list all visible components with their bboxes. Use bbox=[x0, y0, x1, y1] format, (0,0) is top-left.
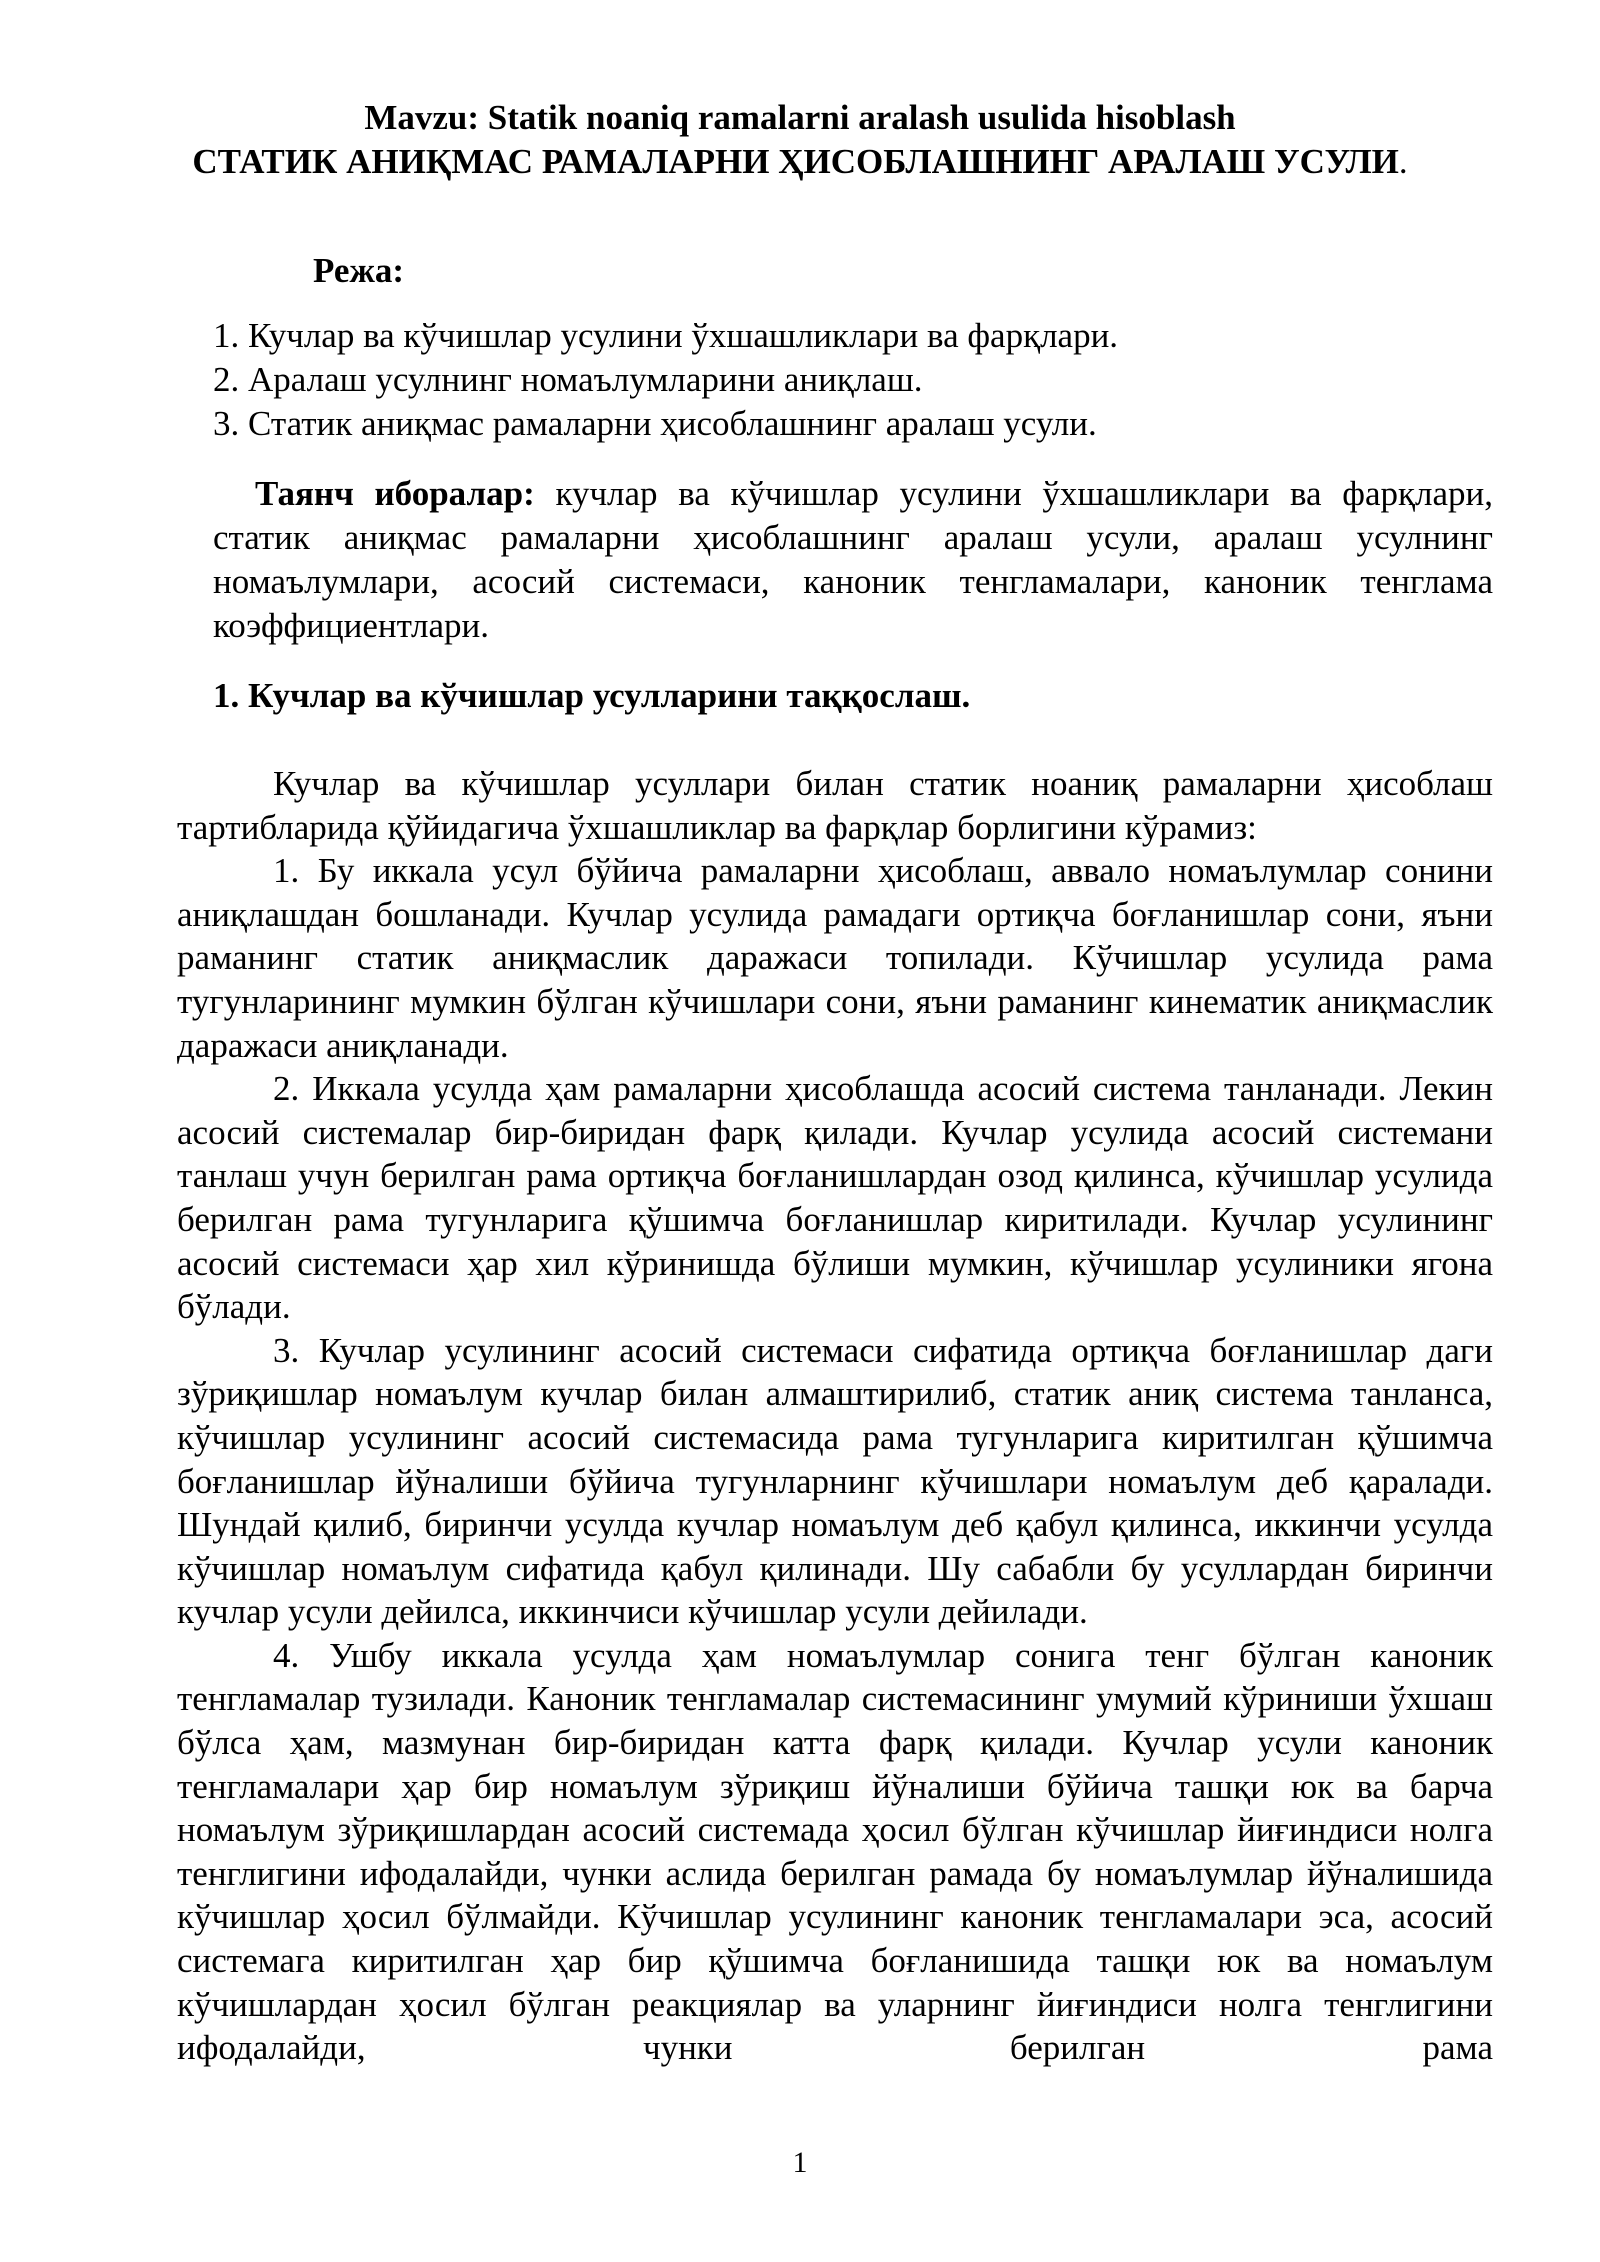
body-paragraph: 3. Кучлар усулининг асосий системаси сифатида ортиқча боғланишлар даги зўриқишлар номаълум кучлар билан алмаштирилиб, статик аниқ система танланса, кўчишлар усулининг асосий системасида рама тугунларига киритилган қўшимча боғланишлар йўналиши бўйича тугунларнинг кўчишлари номаълум деб қаралади. Шундай қилиб, биринчи усулда кучлар номаълум деб қабул қилинса, иккинчи усулда кўчишлар номаълум сифатида қабул қилинади. Шу сабабли бу усуллардан биринчи кучлар усули дейилса, иккинчиси кўчишлар усули дейилади. bbox=[177, 1330, 1493, 1632]
keywords-paragraph bbox=[213, 472, 1493, 648]
title-cyrillic bbox=[180, 140, 1420, 184]
keywords-text: кучлар ва кўчишлар усулини ўхшашликлари ва фарқлари, статик аниқмас рамаларни ҳисоблашнинг аралаш усули, аралаш усулнинг номаълумлари, асосий системаси, каноник тенгламалари, каноник тенглама коэффициентлари. bbox=[213, 474, 1493, 645]
title-cyrillic-text: СТАТИК АНИҚМАС РАМАЛАРНИ ҲИСОБЛАШНИНГ АРАЛАШ УСУЛИ bbox=[192, 142, 1399, 181]
section-heading: 1. Кучлар ва кўчишлар усулларини таққослаш. bbox=[213, 676, 971, 715]
plan-heading: Режа: bbox=[313, 251, 404, 290]
body-paragraph: Кучлар ва кўчишлар усуллари билан статик ноаниқ рамаларни ҳисоблаш тартибларида қўйидагича ўхшашликлар ва фарқлар борлигини кўрамиз: bbox=[177, 764, 1493, 847]
title-latin: Mavzu: Statik noaniq ramalarni aralash usulida hisoblash bbox=[364, 98, 1236, 137]
body-paragraph: 4. Ушбу иккала усулда ҳам номаълумлар сонига тенг бўлган каноник тенгламалар тузилади. Каноник тенгламалар системасининг умумий кўриниши ўхшаш бўлса ҳам, мазмунан бир-биридан катта фарқ қилади. Кучлар усули каноник тенгламалари ҳар бир номаълум зўриқиш йўналиши бўйича ташқи юк ва барча номаълум зўриқишлардан асосий системада ҳосил бўлган кўчишлар йиғиндиси нолга тенглигини ифодалайди, чунки аслида берилган рамада бу номаълумлар йўналишида кўчишлар ҳосил бўлмайди. Кўчишлар усулининг каноник тенгламалари эса, асосий системага киритилган ҳар бир қўшимча боғланишида ташқи юк ва номаълум кўчишлардан ҳосил бўлган реакциялар ва уларнинг йиғиндиси нолга тенглигини ифодалайди, чунки берилган рама bbox=[177, 1635, 1493, 2068]
body-text bbox=[177, 762, 1493, 2070]
body-paragraph: 2. Иккала усулда ҳам рамаларни ҳисоблашда асосий система танланади. Лекин асосий системалар бир-биридан фарқ қилади. Кучлар усулида асосий системани танлаш учун берилган рама ортиқча боғланишлардан озод қилинса, кўчишлар усулида берилган рама тугунларига қўшимча боғланишлар киритилади. Кучлар усулининг асосий системаси ҳар хил кўринишда бўлиши мумкин, кўчишлар усулиники ягона бўлади. bbox=[177, 1069, 1493, 1327]
keywords-label: Таянч иборалар: bbox=[255, 474, 535, 513]
body-paragraph: 1. Бу иккала усул бўйича рамаларни ҳисоблаш, аввало номаълумлар сонини аниқлашдан бошланади. Кучлар усулида рамадаги ортиқча боғланишлар сони, яъни раманинг статик аниқмаслик даражаси топилади. Кўчишлар усулида рама тугунларининг мумкин бўлган кўчишлари сони, яъни раманинг кинематик аниқмаслик даражаси аниқланади. bbox=[177, 851, 1493, 1065]
plan-item: 3. Статик аниқмас рамаларни ҳисоблашнинг аралаш усули. bbox=[213, 404, 1097, 443]
plan-list bbox=[213, 314, 1493, 446]
plan-item: 2. Аралаш усулнинг номаълумларини аниқлаш. bbox=[213, 360, 923, 399]
page-number: 1 bbox=[792, 2146, 808, 2179]
title-cyrillic-dot: . bbox=[1398, 142, 1408, 181]
plan-item: 1. Кучлар ва кўчишлар усулини ўхшашликлари ва фарқлари. bbox=[213, 316, 1119, 355]
